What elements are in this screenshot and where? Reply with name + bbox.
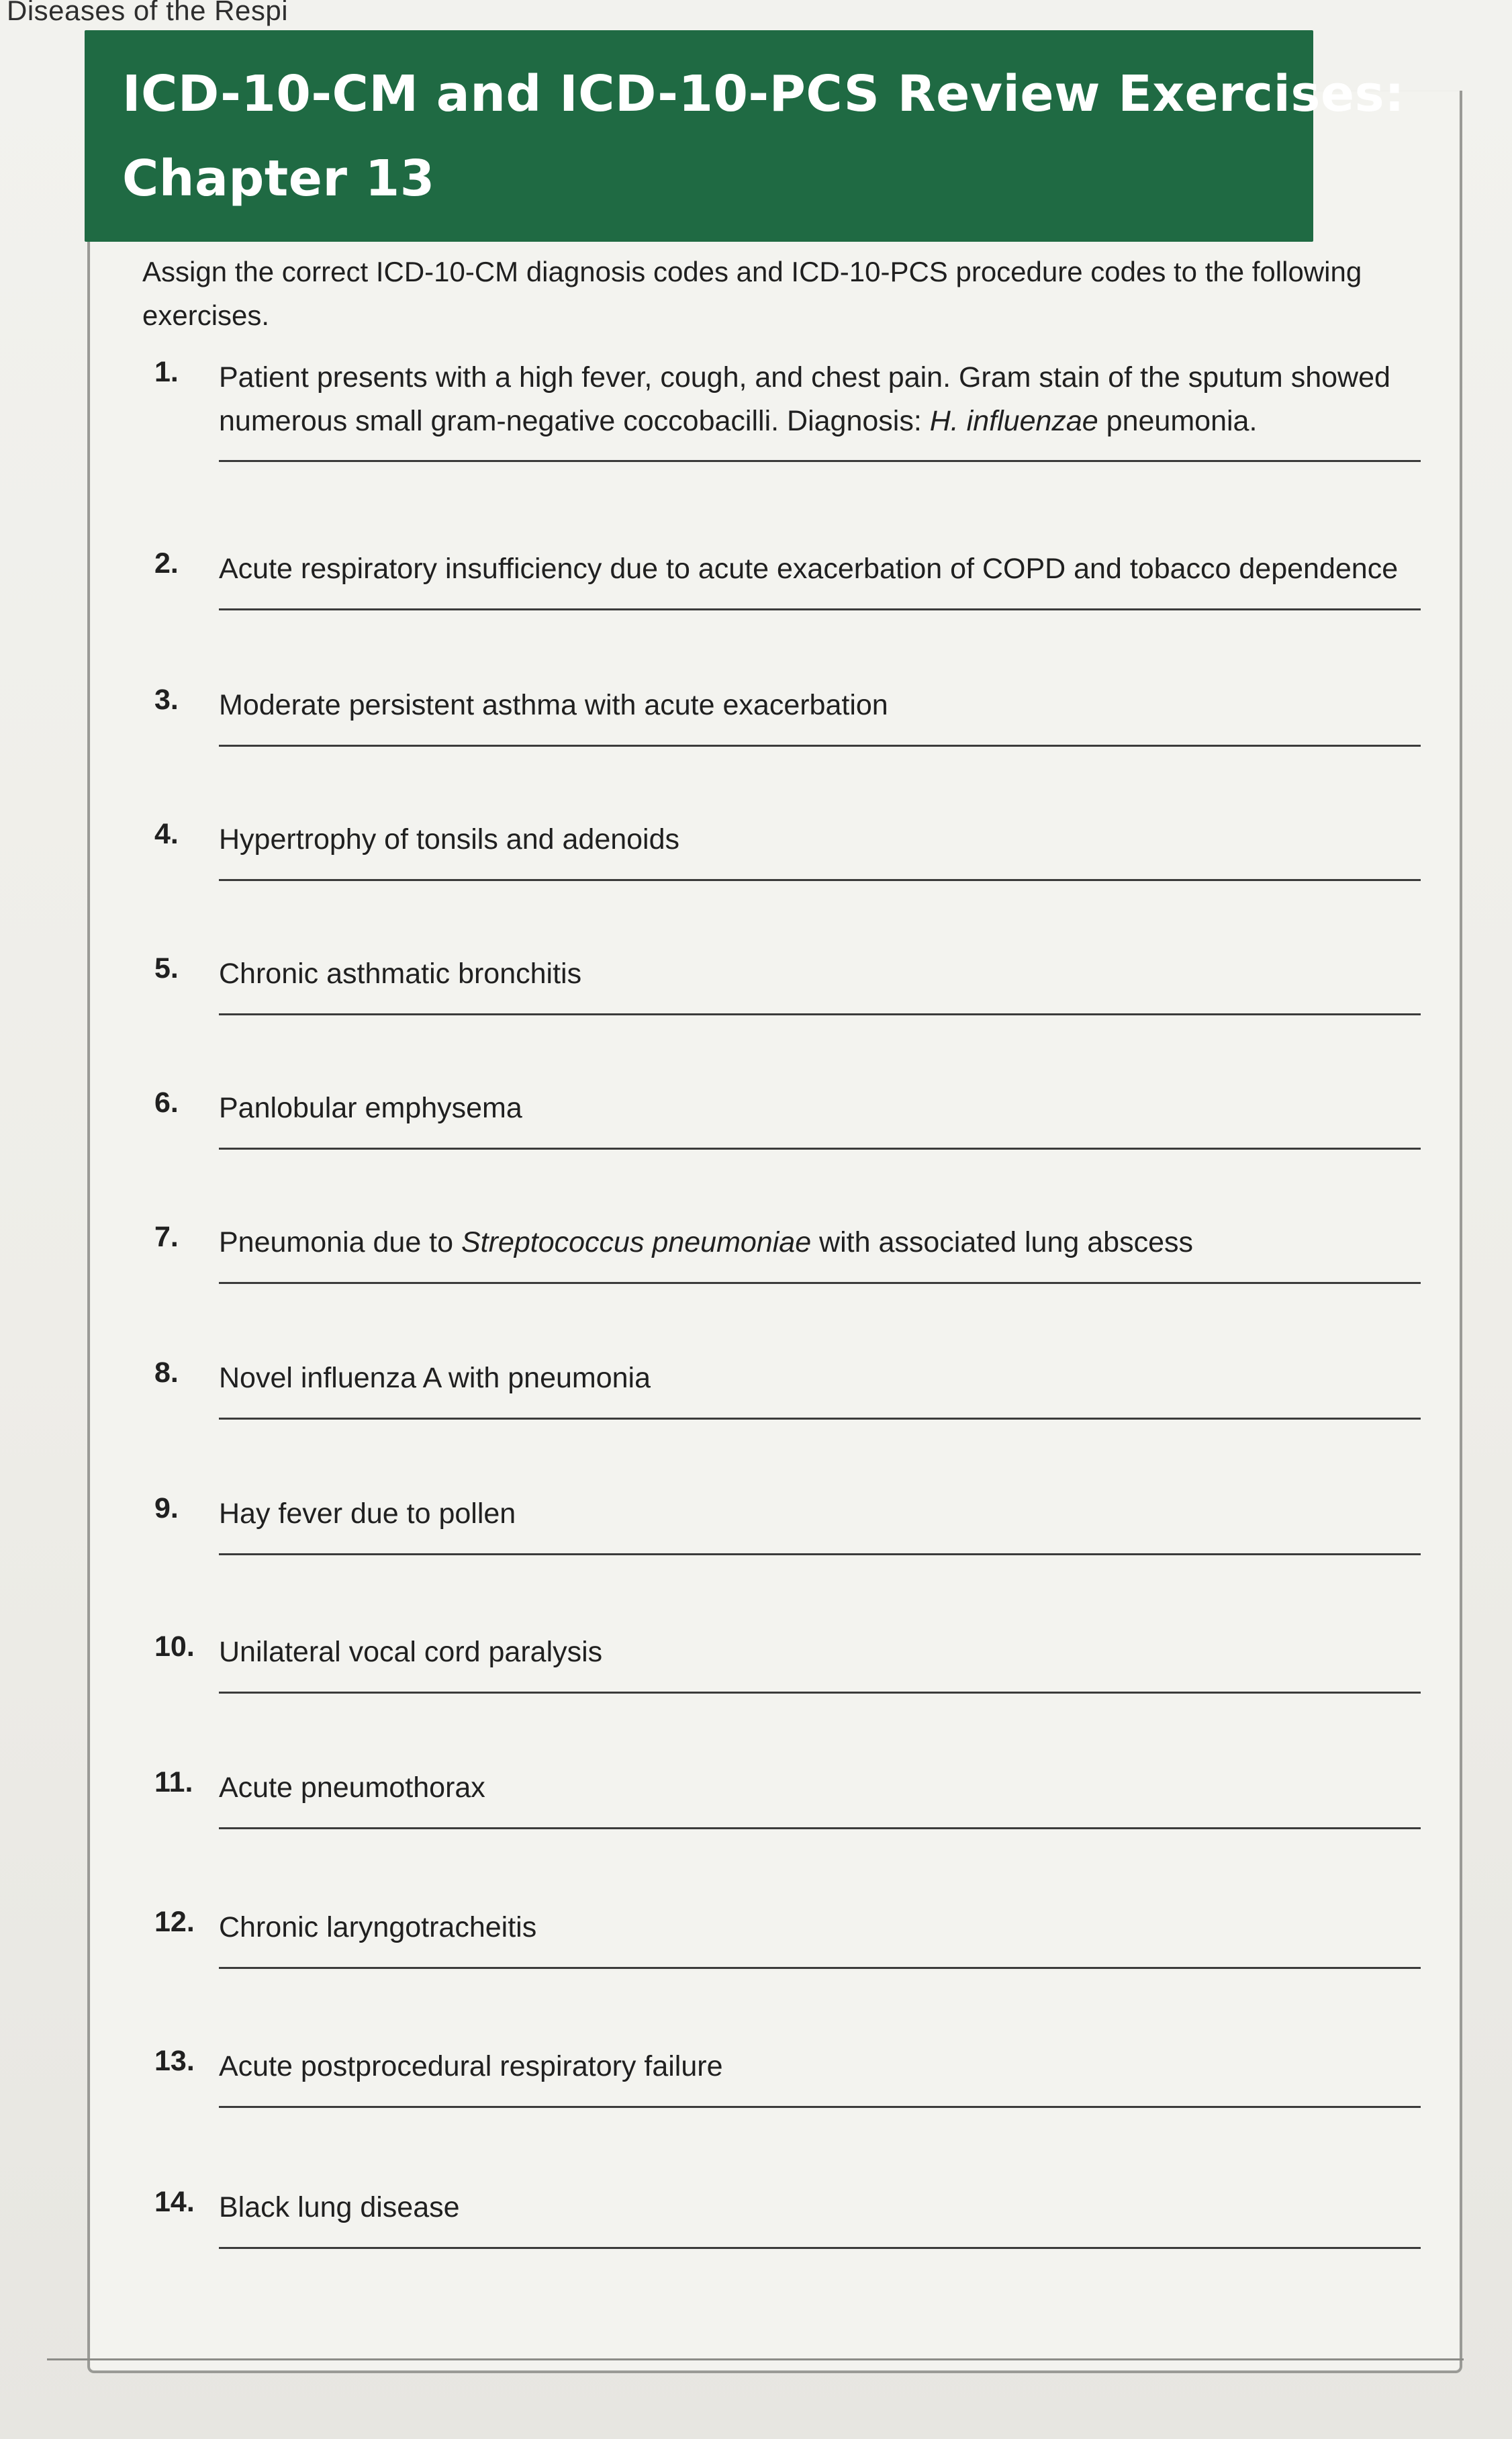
exercise-item <box>154 1766 1430 1829</box>
exercise-number: 13. <box>154 2045 195 2077</box>
running-head: Diseases of the Respi <box>7 0 289 26</box>
exercise-text-part: Acute postprocedural respiratory failure <box>219 2050 723 2082</box>
answer-line[interactable] <box>219 2106 1421 2108</box>
exercise-text-part: Acute pneumothorax <box>219 1771 485 1804</box>
exercise-text <box>219 2186 1430 2229</box>
exercise-text-part: Pneumonia due to <box>219 1226 461 1258</box>
exercise-item <box>154 684 1430 747</box>
exercise-item <box>154 1630 1430 1694</box>
exercise-text-part: Black lung disease <box>219 2191 460 2223</box>
exercise-item <box>154 1356 1430 1420</box>
exercise-item <box>154 1906 1430 1969</box>
answer-line[interactable] <box>219 1418 1421 1420</box>
exercise-item <box>154 1087 1430 1150</box>
exercise-text <box>219 1906 1430 1949</box>
exercise-text-part: Chronic asthmatic bronchitis <box>219 958 582 990</box>
exercise-text-part: Patient presents with a high fever, cough, and chest pain. Gram stain of the sputum showed numerous small gram-negative coccobacilli. Diagnosis: <box>219 361 1390 437</box>
banner-chapter: Chapter 13 <box>122 150 435 208</box>
exercise-text-part: Chronic laryngotracheitis <box>219 1911 537 1943</box>
answer-line[interactable] <box>219 1148 1421 1150</box>
chapter-banner <box>85 30 1405 242</box>
exercise-item <box>154 2045 1430 2108</box>
exercise-number: 7. <box>154 1221 179 1253</box>
answer-line[interactable] <box>219 1282 1421 1284</box>
exercise-text <box>219 356 1430 443</box>
exercise-number: 12. <box>154 1906 195 1938</box>
exercise-number: 14. <box>154 2186 195 2218</box>
exercise-text <box>219 547 1430 591</box>
answer-line[interactable] <box>219 879 1421 881</box>
answer-line[interactable] <box>219 1967 1421 1969</box>
exercise-text-part: Panlobular emphysema <box>219 1092 522 1124</box>
answer-line[interactable] <box>219 1692 1421 1694</box>
exercise-text-part: Unilateral vocal cord paralysis <box>219 1636 603 1668</box>
exercise-text <box>219 684 1430 727</box>
exercise-number: 8. <box>154 1356 179 1389</box>
exercise-text-part: Moderate persistent asthma with acute exacerbation <box>219 689 888 721</box>
answer-line[interactable] <box>219 2247 1421 2249</box>
box-bottom-rule <box>47 2358 1464 2360</box>
exercise-item <box>154 356 1430 462</box>
answer-line[interactable] <box>219 1553 1421 1555</box>
exercise-text <box>219 1492 1430 1536</box>
exercise-text-part: Hay fever due to pollen <box>219 1498 516 1530</box>
exercise-text <box>219 1356 1430 1400</box>
exercise-text <box>219 1221 1430 1264</box>
banner-title: ICD-10-CM and ICD-10-PCS Review Exercises: <box>122 65 1405 123</box>
exercise-text-part: Hypertrophy of tonsils and adenoids <box>219 823 680 856</box>
exercise-item <box>154 1492 1430 1555</box>
exercise-item <box>154 547 1430 610</box>
exercise-number: 3. <box>154 684 179 716</box>
exercise-number: 9. <box>154 1492 179 1524</box>
exercise-text <box>219 818 1430 862</box>
exercise-number: 5. <box>154 952 179 984</box>
answer-line[interactable] <box>219 745 1421 747</box>
exercise-text-italic: H. influenzae <box>929 404 1098 437</box>
exercise-item <box>154 1221 1430 1284</box>
answer-line[interactable] <box>219 1827 1421 1829</box>
exercise-number: 6. <box>154 1087 179 1119</box>
exercise-text <box>219 1630 1430 1674</box>
exercise-number: 4. <box>154 818 179 850</box>
exercise-number: 2. <box>154 547 179 580</box>
exercise-number: 10. <box>154 1630 195 1663</box>
exercise-text-italic: Streptococcus pneumoniae <box>461 1226 812 1258</box>
exercise-text <box>219 952 1430 996</box>
exercise-text-part: pneumonia. <box>1098 404 1258 437</box>
answer-line[interactable] <box>219 1013 1421 1015</box>
answer-line[interactable] <box>219 460 1421 462</box>
instructions: Assign the correct ICD-10-CM diagnosis codes and ICD-10-PCS procedure codes to the following exercises. <box>142 256 1362 332</box>
exercise-text-part: Acute respiratory insufficiency due to acute exacerbation of COPD and tobacco dependence <box>219 553 1399 585</box>
exercise-text <box>219 2045 1430 2088</box>
exercise-text-part: Novel influenza A with pneumonia <box>219 1362 651 1394</box>
exercise-text-part: with associated lung abscess <box>811 1226 1193 1258</box>
exercise-text <box>219 1087 1430 1130</box>
exercise-number: 1. <box>154 356 179 388</box>
exercise-item <box>154 2186 1430 2249</box>
answer-line[interactable] <box>219 608 1421 610</box>
exercise-item <box>154 818 1430 881</box>
exercise-item <box>154 952 1430 1015</box>
exercise-text <box>219 1766 1430 1810</box>
exercise-number: 11. <box>154 1766 193 1798</box>
